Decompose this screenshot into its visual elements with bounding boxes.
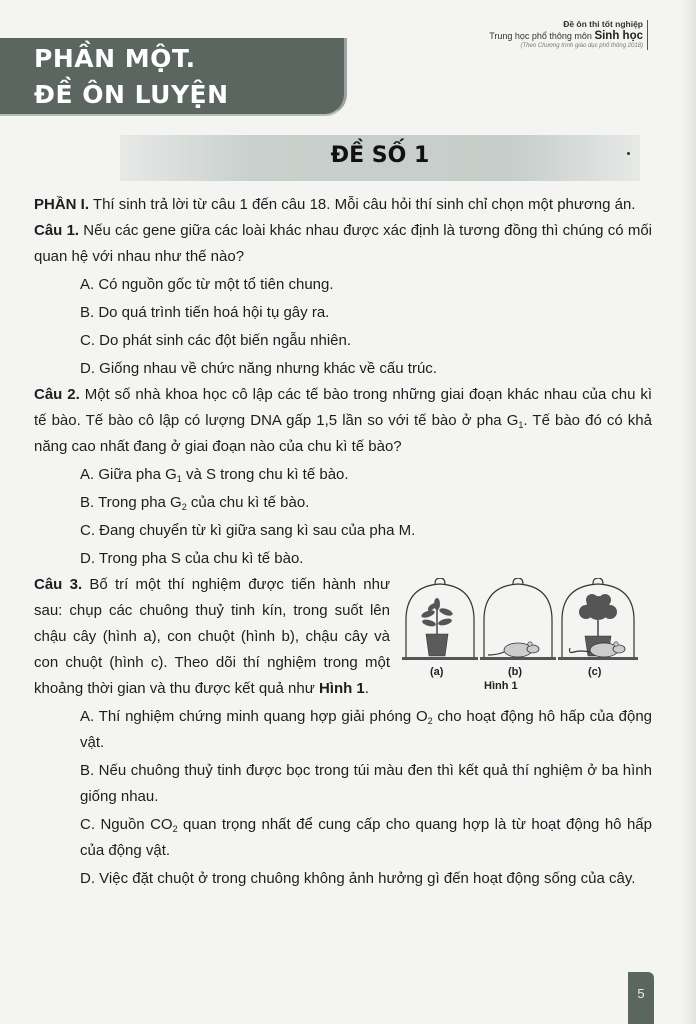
question-text: Một số nhà khoa học cô lập các tế bào trong những giai đoạn khác nhau của chu kì tế bào. Tế bào cô lập có lượng DNA gấp 1,5 lần so với tế bào ở pha G <box>34 386 653 429</box>
question-2-option-a <box>80 462 652 488</box>
question-label: Câu 2. <box>34 386 80 403</box>
section-instruction <box>34 192 652 218</box>
page-number: 5 <box>637 986 645 1001</box>
option-text: A. Thí nghiệm chứng minh quang hợp giải phóng O <box>80 708 428 725</box>
question-3-option-a <box>80 704 652 756</box>
part-banner <box>0 38 347 116</box>
mouse-icon <box>570 642 626 657</box>
question-text: Nếu các gene giữa các loài khác nhau được xác định là tương đồng thì chúng có mối quan hệ với nhau như thế nào? <box>34 222 652 265</box>
question-1-option-b: B. Do quá trình tiến hoá hội tụ gây ra. <box>80 304 330 321</box>
panel-label-c: (c) <box>588 666 602 678</box>
subscript: 2 <box>172 824 178 834</box>
section-text: Thí sinh trả lời từ câu 1 đến câu 18. Mỗi câu hỏi thí sinh chỉ chọn một phương án. <box>89 196 636 213</box>
question-2-option-b <box>80 490 652 516</box>
bell-jar-b <box>480 578 556 660</box>
question-3-block <box>34 572 652 702</box>
series-curriculum-note: (Theo Chương trình giáo dục phổ thông 2018) <box>520 42 643 49</box>
question-2-option-c <box>80 518 652 544</box>
section-label: PHẦN I. <box>34 196 90 213</box>
series-header <box>489 20 648 50</box>
part-banner-line1: PHẦN MỘT. <box>34 44 196 73</box>
question-text-end: . Tế bào đó có khả năng cao nhất đang ở giai đoạn nào của chu kì tế bào? <box>34 412 652 455</box>
question-3-option-c <box>80 812 652 864</box>
exam-content <box>34 192 652 892</box>
series-title: Đề ôn thi tốt nghiệp <box>563 19 643 29</box>
exam-title: ĐỀ SỐ 1 <box>330 143 430 168</box>
question-text: Bố trí một thí nghiệm được tiến hành như sau: chụp các chuông thuỷ tinh kín, trong suốt lên chậu cây (hình a), con chuột (hình b), chậu cây và con chuột (hình c). Theo dõi thí nghiệm trong một khoảng thời gian và thu được kết quả như <box>34 576 390 697</box>
potted-plant-icon <box>420 598 453 656</box>
bell-jar-a <box>402 578 478 660</box>
jar-base <box>402 657 478 660</box>
question-2-option-d <box>80 546 652 572</box>
stray-dot <box>627 152 630 155</box>
question-label: Câu 3. <box>34 576 83 593</box>
option-text-end: quan trọng nhất để cung cấp cho quang hợp là từ hoạt động hô hấp của động vật. <box>80 816 652 859</box>
part-banner-line2: ĐỀ ÔN LUYỆN <box>34 80 229 109</box>
panel-label-b: (b) <box>508 666 523 678</box>
panel-label-a: (a) <box>430 666 444 678</box>
page-edge-shadow <box>682 0 696 1024</box>
figure-caption: Hình 1 <box>484 680 518 692</box>
subscript: 1 <box>518 420 524 430</box>
option-text-end: của chu kì tế bào. <box>186 494 310 511</box>
exam-title-banner <box>120 135 640 181</box>
question-1-option-c: C. Do phát sinh các đột biến ngẫu nhiên. <box>80 332 352 349</box>
option-text-end: cho hoạt động hô hấp của động vật. <box>80 708 652 751</box>
page-number-tab <box>628 972 654 1024</box>
option-text: B. Trong pha G <box>80 494 182 511</box>
question-2-stem <box>34 382 652 460</box>
bell-jar-c <box>558 578 638 660</box>
series-subtitle <box>489 30 643 43</box>
mouse-icon <box>488 642 539 657</box>
question-3-option-b <box>80 758 652 810</box>
question-text-end: . <box>364 680 369 697</box>
option-text: D. Việc đặt chuột ở trong chuông không ảnh hưởng gì đến hoạt động sống của cây. <box>80 870 636 887</box>
option-text-end: và S trong chu kì tế bào. <box>181 466 349 483</box>
option-text: C. Đang chuyển từ kì giữa sang kì sau của pha M. <box>80 522 416 539</box>
option-text: C. Nguồn CO <box>80 816 173 833</box>
subscript: 2 <box>181 502 187 512</box>
bell-jar-illustration <box>402 578 650 668</box>
series-subject: Sinh học <box>594 29 643 42</box>
question-label: Câu 1. <box>34 222 80 239</box>
option-text: D. Trong pha S của chu kì tế bào. <box>80 550 304 567</box>
question-1-option-a: A. Có nguồn gốc từ một tổ tiên chung. <box>80 276 334 293</box>
jar-base <box>480 657 556 660</box>
figure-reference: Hình 1 <box>318 680 365 697</box>
series-subtitle-prefix: Trung học phổ thông môn <box>489 30 595 41</box>
question-1-stem <box>34 218 652 270</box>
question-3-option-d <box>80 866 652 892</box>
subscript: 2 <box>427 716 433 726</box>
question-1-option-d: D. Giống nhau về chức năng nhưng khác về cấu trúc. <box>80 360 437 377</box>
jar-base <box>558 657 638 660</box>
subscript: 1 <box>176 474 182 484</box>
figure-bell-jar-experiment <box>402 578 652 694</box>
option-text: B. Nếu chuông thuỷ tinh được bọc trong túi màu đen thì kết quả thí nghiệm ở ba hình giống nhau. <box>80 762 652 805</box>
option-text: A. Giữa pha G <box>80 466 177 483</box>
